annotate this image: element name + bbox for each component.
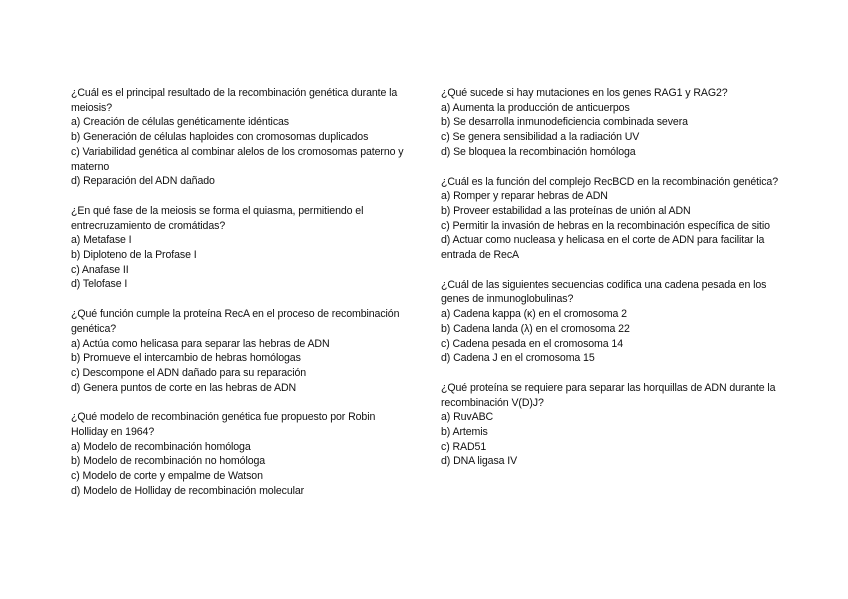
answer-option: c) Anafase II	[71, 263, 129, 276]
answer-option: c) RAD51	[441, 440, 487, 453]
answer-option: c) Descompone el ADN dañado para su reparación	[71, 366, 307, 379]
answer-option: b) Proveer estabilidad a las proteínas de unión al ADN	[441, 204, 691, 217]
question-block	[71, 410, 411, 498]
answer-option: d) Se bloquea la recombinación homóloga	[441, 145, 636, 158]
answer-option: b) Diploteno de la Profase I	[71, 249, 197, 262]
answer-option: c) Variabilidad genética al combinar alelos de los cromosomas paterno y materno	[71, 145, 404, 173]
answer-option: d) Actuar como nucleasa y helicasa en el corte de ADN para facilitar la entrada de RecA	[441, 234, 765, 262]
answer-option: d) Telofase I	[71, 278, 128, 291]
answer-option: a) Creación de células genéticamente idénticas	[71, 116, 289, 129]
question-text: ¿Qué proteína se requiere para separar las horquillas de ADN durante la recombinación V(D)J?	[441, 381, 776, 409]
left-column	[71, 86, 411, 514]
answer-option: a) Cadena kappa (κ) en el cromosoma 2	[441, 308, 627, 321]
answer-option: a) Aumenta la producción de anticuerpos	[441, 101, 630, 114]
question-block	[441, 278, 786, 366]
answer-option: d) Genera puntos de corte en las hebras de ADN	[71, 381, 297, 394]
answer-option: c) Se genera sensibilidad a la radiación UV	[441, 131, 640, 144]
question-text: ¿Qué función cumple la proteína RecA en el proceso de recombinación genética?	[71, 308, 400, 335]
question-block	[71, 86, 411, 189]
answer-option: c) Modelo de corte y empalme de Watson	[71, 470, 263, 483]
question-text: ¿Qué modelo de recombinación genética fue propuesto por Robin Holliday en 1964?	[71, 411, 376, 439]
question-block	[441, 86, 786, 160]
question-block	[71, 307, 411, 395]
answer-option: b) Modelo de recombinación no homóloga	[71, 455, 266, 468]
question-text: ¿Cuál de las siguientes secuencias codifica una cadena pesada en los genes de inmunoglobulinas?	[441, 278, 767, 306]
answer-option: d) Cadena J en el cromosoma 15	[441, 352, 595, 365]
answer-option: d) Reparación del ADN dañado	[71, 175, 215, 188]
answer-option: a) Metafase I	[71, 234, 132, 247]
question-text: ¿Qué sucede si hay mutaciones en los genes RAG1 y RAG2?	[441, 87, 728, 99]
answer-option: b) Promueve el intercambio de hebras homólogas	[71, 352, 301, 365]
answer-option: a) RuvABC	[441, 411, 494, 424]
answer-option: b) Cadena landa (λ) en el cromosoma 22	[441, 322, 630, 335]
answer-option: b) Artemis	[441, 426, 488, 439]
question-block	[71, 204, 411, 292]
answer-option: c) Permitir la invasión de hebras en la recombinación específica de sitio	[441, 219, 770, 232]
answer-option: c) Cadena pesada en el cromosoma 14	[441, 337, 623, 350]
right-column	[441, 86, 786, 484]
answer-option: a) Modelo de recombinación homóloga	[71, 440, 251, 453]
answer-option: b) Generación de células haploides con cromosomas duplicados	[71, 131, 369, 144]
answer-option: d) DNA ligasa IV	[441, 455, 518, 468]
question-block	[441, 175, 786, 263]
answer-option: a) Actúa como helicasa para separar las hebras de ADN	[71, 337, 330, 350]
question-block	[441, 381, 786, 469]
answer-option: b) Se desarrolla inmunodeficiencia combinada severa	[441, 116, 688, 129]
answer-option: a) Romper y reparar hebras de ADN	[441, 190, 608, 203]
question-text: ¿Cuál es la función del complejo RecBCD en la recombinación genética?	[441, 175, 778, 188]
question-text: ¿Cuál es el principal resultado de la recombinación genética durante la meiosis?	[71, 87, 398, 114]
question-text: ¿En qué fase de la meiosis se forma el quiasma, permitiendo el entrecruzamiento de cromátidas?	[71, 204, 364, 232]
answer-option: d) Modelo de Holliday de recombinación molecular	[71, 484, 305, 497]
